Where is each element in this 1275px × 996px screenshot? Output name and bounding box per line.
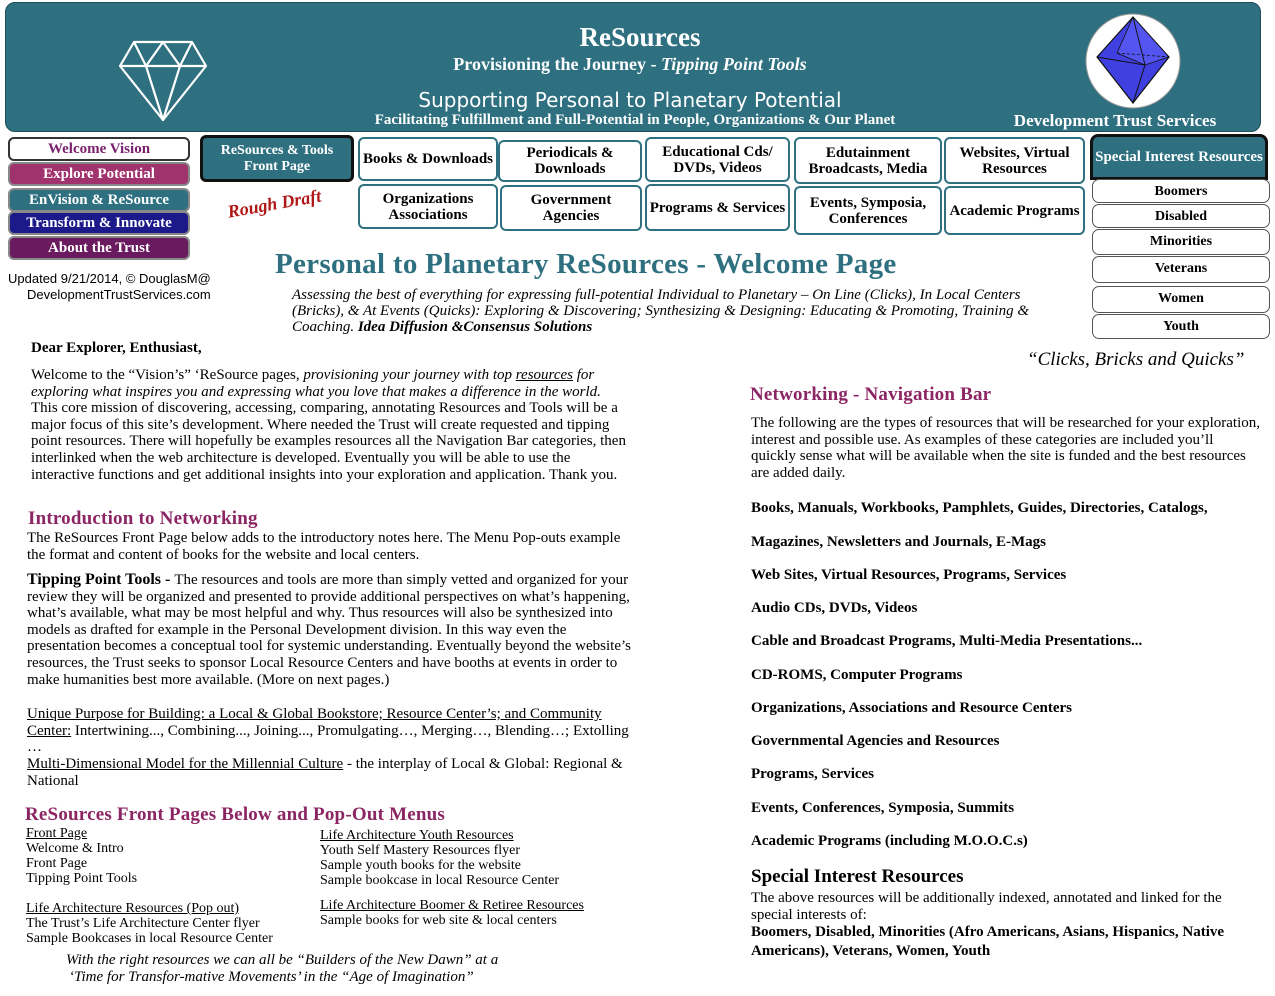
slogan-quote: “Clicks, Bricks and Quicks” — [1027, 349, 1245, 370]
list-item: Sample youth books for the website — [320, 858, 522, 873]
unique-purpose-paragraph — [27, 706, 637, 756]
salutation: Dear Explorer, Enthusiast, — [31, 340, 202, 356]
resource-type-item: CD-ROMS, Computer Programs — [751, 667, 963, 683]
list-item: Sample books for web site & local centers — [320, 913, 557, 928]
special-interest-button[interactable]: Special Interest Resources — [1090, 134, 1268, 180]
page-title: Personal to Planetary ReSources - Welcome Page — [275, 248, 897, 280]
updated-notice — [8, 271, 268, 303]
special-item-women[interactable]: Women — [1092, 286, 1270, 313]
front-pages-col-right — [320, 828, 584, 928]
special-item-disabled[interactable]: Disabled — [1092, 204, 1270, 228]
list-item: Youth Self Mastery Resources flyer — [320, 843, 520, 858]
page-intro-text: Assessing the best of everything for expressing full-potential Individual to Planetary – On Line (Clicks), In Local Centers (Bricks), & At Events (Quicks): Exploring & Discovering; Synthesizing & Designing: Educating & Promoting, Training & Coaching. — [292, 287, 1029, 335]
front-page-button[interactable]: ReSources & Tools Front Page — [200, 135, 354, 182]
nav-about-trust[interactable]: About the Trust — [8, 236, 190, 260]
site-tagline: Supporting Personal to Planetary Potential — [418, 88, 842, 112]
nav-organizations[interactable]: Organizations Associations — [358, 184, 498, 229]
page-intro-bold: Idea Diffusion &Consensus Solutions — [357, 319, 593, 335]
resource-type-item: Cable and Broadcast Programs, Multi-Media Presentations... — [751, 633, 1143, 649]
nav-educational-media[interactable]: Educational Cds/ DVDs, Videos — [645, 137, 790, 182]
nav-transform-innovate[interactable]: Transform & Innovate — [8, 211, 190, 235]
nav-programs-services[interactable]: Programs & Services — [645, 184, 790, 231]
intro-networking-heading: Introduction to Networking — [28, 508, 258, 529]
unique-purpose-text: Intertwining..., Combining..., Joining..., Promulgating…, Merging…, Blending…; Extolling … — [27, 722, 629, 756]
multi-dimensional-text: - the interplay of Local & Global: Regional & National — [27, 756, 623, 789]
nav-periodicals[interactable]: Periodicals & Downloads — [498, 140, 642, 182]
list-item: Welcome & Intro — [26, 841, 124, 856]
octahedron-icon — [1083, 13, 1183, 109]
updated-line2: DevelopmentTrustServices.com — [27, 287, 211, 302]
resources-link[interactable]: resources — [515, 367, 573, 383]
intro-networking-text: The ReSources Front Page below adds to the introductory notes here. The Menu Pop-outs example the format and content of books for the website and local centers. — [27, 530, 621, 563]
nav-welcome-vision[interactable]: Welcome Vision — [8, 137, 190, 161]
closing-line1: With the right resources we can all be “Builders of the New Dawn” at a — [66, 952, 499, 968]
welcome-paragraph — [31, 367, 631, 483]
resource-type-item: Web Sites, Virtual Resources, Programs, Services — [751, 567, 1067, 583]
site-title: ReSources — [579, 22, 701, 52]
site-motto: Facilitating Fulfillment and Full-Potential in People, Organizations & Our Planet — [374, 112, 896, 128]
tipping-point-label: Tipping Point Tools - — [27, 571, 175, 588]
list-item: Sample Bookcases in local Resource Center — [26, 931, 273, 946]
tipping-point-text: The resources and tools are more than simply vetted and organized for your review they will be organized and presented to provide additional perspectives on what’s happening, what’s available, what may be most helpful and why. Thus resources will also be synthesized into models as drafted for example in the Personal Development division. In this way even the presentation becomes a conceptual tool for systemic understanding. Eventually beyond the website’s resources, the Trust seeks to sponsor Local Resource Centers and have booths at events in order to make humanities best more available. (More on next pages.) — [27, 572, 631, 688]
tipping-point-paragraph — [27, 572, 637, 688]
networking-intro: The following are the types of resources that will be researched for your exploration, interest and possible use. As examples of these categories are included you’ll quickly sense what will be available when the site is funded and the best resources are added daily. — [751, 415, 1260, 481]
life-architecture-link[interactable]: Life Architecture Resources (Pop out) — [26, 901, 240, 916]
list-item: The Trust’s Life Architecture Center flyer — [26, 916, 260, 931]
welcome-italic-b: for exploring what inspires you and expressing what you love that makes a difference in the world. — [31, 367, 601, 400]
list-item: Front Page — [26, 856, 88, 871]
special-item-boomers[interactable]: Boomers — [1092, 179, 1270, 203]
resource-type-item: Events, Conferences, Symposia, Summits — [751, 800, 1015, 816]
welcome-text-a: Welcome to the “Vision’s” ‘ReSource pages, — [31, 367, 304, 383]
nav-events[interactable]: Events, Symposia, Conferences — [794, 186, 942, 235]
special-interest-list: Boomers, Disabled, Minorities (Afro Americans, Asians, Hispanics, Native Americans), Veterans, Women, Youth — [751, 924, 1225, 959]
list-item: Tipping Point Tools — [26, 871, 138, 886]
closing-quote — [66, 952, 626, 986]
special-item-minorities[interactable]: Minorities — [1092, 229, 1270, 255]
unique-purpose-link[interactable]: Unique Purpose for Building: a Local & Global Bookstore; Resource Center’s; and Community Center: — [27, 706, 602, 739]
special-interest-heading: Special Interest Resources — [751, 866, 964, 887]
closing-line2: ‘Time for Transfor-mative Movements’ in the “Age of Imagination” — [69, 969, 474, 985]
special-item-youth[interactable]: Youth — [1092, 314, 1270, 339]
subtitle-italic: Tipping Point Tools — [660, 54, 807, 74]
resource-type-item: Governmental Agencies and Resources — [751, 733, 1000, 749]
subtitle-prefix: Provisioning the Journey - — [453, 54, 661, 74]
networking-heading: Networking - Navigation Bar — [750, 384, 992, 405]
front-pages-heading: ReSources Front Pages Below and Pop-Out Menus — [25, 804, 445, 825]
multi-dimensional-paragraph — [27, 756, 637, 789]
list-item: Sample bookcase in local Resource Center — [320, 873, 560, 888]
nav-books-downloads[interactable]: Books & Downloads — [358, 137, 498, 181]
resource-type-item: Books, Manuals, Workbooks, Pamphlets, Guides, Directories, Catalogs, — [751, 500, 1208, 516]
rough-draft-label: Rough Draft — [226, 185, 323, 222]
special-interest-text: The above resources will be additionally indexed, annotated and linked for the special interests of: — [751, 890, 1222, 923]
site-subtitle — [380, 54, 880, 75]
nav-explore-potential[interactable]: Explore Potential — [8, 162, 190, 186]
resource-type-item: Academic Programs (including M.O.O.C.s) — [751, 833, 1028, 849]
nav-websites[interactable]: Websites, Virtual Resources — [944, 137, 1085, 184]
special-item-veterans[interactable]: Veterans — [1092, 256, 1270, 283]
nav-government[interactable]: Government Agencies — [500, 185, 642, 231]
multi-dimensional-link[interactable]: Multi-Dimensional Model for the Millennial Culture — [27, 756, 344, 772]
diamond-icon — [118, 38, 208, 122]
nav-envision-resource[interactable]: EnVision & ReSource — [8, 188, 190, 212]
page-intro — [292, 287, 1032, 335]
updated-line1: Updated 9/21/2014, © DouglasM@ — [8, 271, 211, 286]
welcome-text-b: This core mission of discovering, accessing, comparing, annotating Resources and Tools will be a major focus of this site’s development. Where needed the Trust will create requested and tipping point resources. There will hopefully be examples resources all the Navigation Bar categories, then interlinked when the web architecture is developed. Eventually you will be able to use the interactive functions and get additional insights into your exploration and application. Thank you. — [31, 400, 626, 483]
youth-resources-link[interactable]: Life Architecture Youth Resources — [320, 828, 514, 843]
front-pages-col-left — [26, 826, 273, 946]
front-page-link[interactable]: Front Page — [26, 826, 88, 841]
resource-type-item: Magazines, Newsletters and Journals, E-Mags — [751, 534, 1046, 550]
org-name: Development Trust Services — [1013, 111, 1217, 130]
boomer-resources-link[interactable]: Life Architecture Boomer & Retiree Resources — [320, 898, 584, 913]
nav-edutainment[interactable]: Edutainment Broadcasts, Media — [794, 137, 942, 184]
resource-type-item: Organizations, Associations and Resource Centers — [751, 700, 1072, 716]
welcome-italic-a: provisioning your journey with top — [303, 367, 516, 383]
nav-academic[interactable]: Academic Programs — [944, 186, 1085, 235]
resource-type-item: Audio CDs, DVDs, Videos — [751, 600, 918, 616]
resource-type-item: Programs, Services — [751, 766, 875, 782]
